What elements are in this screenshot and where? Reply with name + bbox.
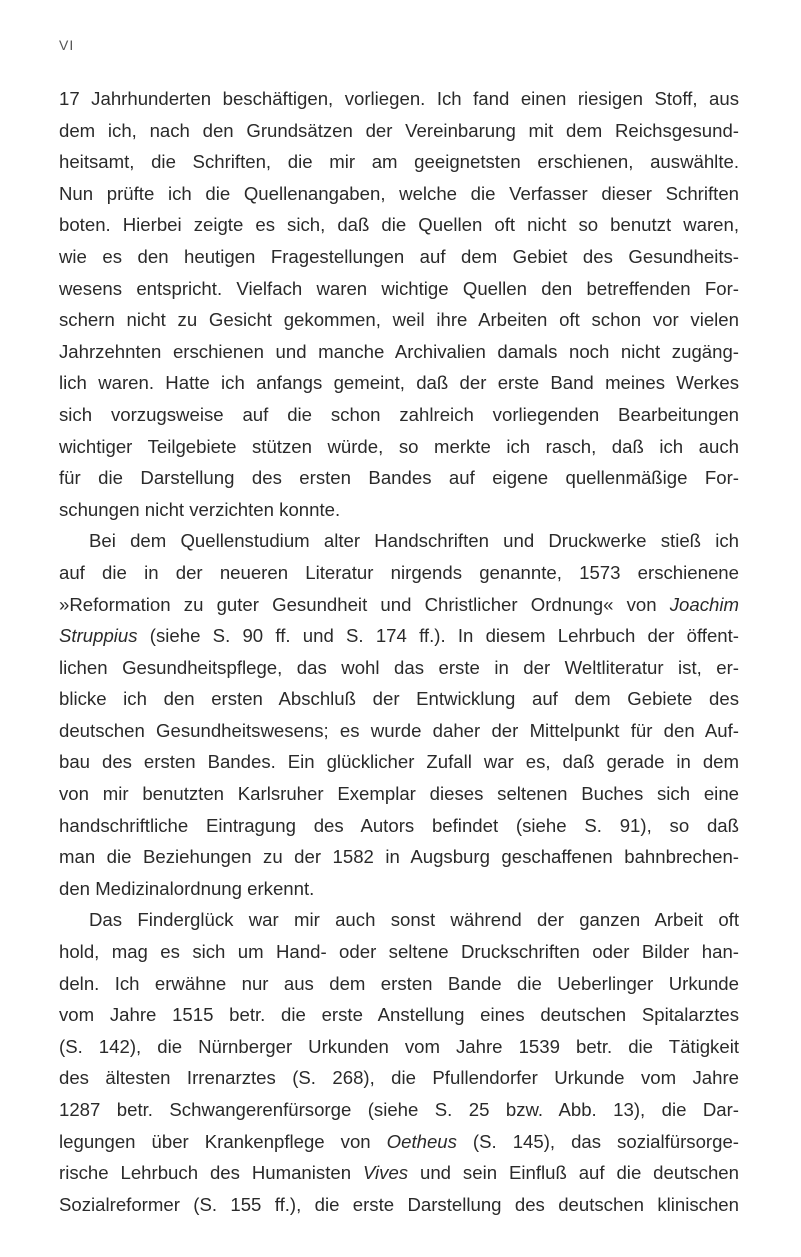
text-line: Das Finderglück war mir auch sonst während der ganzen Arbeit oft (89, 909, 739, 931)
text-line: des ältesten Irrenarztes (S. 268), die Pfullendorfer Urkunde vom Jahre (59, 1067, 739, 1089)
author-name-italic: Vives (362, 1162, 409, 1184)
text-line: wie es den heutigen Fragestellungen auf dem Gebiet des Gesundheits- (59, 245, 739, 267)
body-text (59, 83, 739, 1220)
text-line: handschriftliche Eintragung des Autors befindet (siehe S. 91), so daß (59, 814, 739, 836)
paragraph-1 (59, 83, 739, 525)
text-segment: und sein Einfluß auf die deutschen (408, 1162, 739, 1184)
text-line: lich waren. Hatte ich anfangs gemeint, daß der erste Band meines Werkes (59, 372, 739, 394)
text-line: (S. 142), die Nürnberger Urkunden vom Jahre 1539 betr. die Tätigkeit (59, 1035, 739, 1057)
paragraph-2 (59, 525, 739, 904)
text-line: Sozialreformer (S. 155 ff.), die erste Darstellung des deutschen klinischen (59, 1193, 739, 1215)
author-name-italic: Struppius (59, 625, 138, 647)
text-segment: rische Lehrbuch des Humanisten (59, 1162, 363, 1184)
text-line: vom Jahre 1515 betr. die erste Anstellung eines deutschen Spitalarztes (59, 1004, 739, 1026)
text-line (59, 1126, 739, 1158)
text-segment: »Reformation zu guter Gesundheit und Christlicher Ordnung« von (59, 593, 670, 615)
text-line: auf die in der neueren Literatur nirgends genannte, 1573 erschienene (59, 561, 739, 583)
text-line (59, 1157, 739, 1189)
text-line: hold, mag es sich um Hand- oder seltene Druckschriften oder Bilder han- (59, 941, 739, 963)
text-line: den Medizinalordnung erkennt. (59, 877, 315, 899)
text-line: wesens entspricht. Vielfach waren wichtige Quellen den betreffenden For- (59, 277, 739, 299)
text-line: bau des ersten Bandes. Ein glücklicher Zufall war es, daß gerade in dem (59, 751, 739, 773)
text-line: von mir benutzten Karlsruher Exemplar dieses seltenen Buches sich eine (59, 783, 739, 805)
text-line: dem ich, nach den Grundsätzen der Vereinbarung mit dem Reichsgesund- (59, 119, 739, 141)
text-line (59, 589, 739, 621)
page-number: VI (59, 37, 75, 53)
text-segment: (siehe S. 90 ff. und S. 174 ff.). In diesem Lehrbuch der öffent- (137, 625, 739, 647)
text-line: Jahrzehnten erschienen und manche Archivalien damals noch nicht zugäng- (59, 340, 739, 362)
text-line: Bei dem Quellenstudium alter Handschriften und Druckwerke stieß ich (89, 530, 739, 552)
text-line: Nun prüfte ich die Quellenangaben, welche die Verfasser dieser Schriften (59, 182, 739, 204)
text-line: lichen Gesundheitspflege, das wohl das erste in der Weltliteratur ist, er- (59, 656, 739, 678)
text-line: boten. Hierbei zeigte es sich, daß die Quellen oft nicht so benutzt waren, (59, 214, 739, 236)
text-line: heitsamt, die Schriften, die mir am geeignetsten erschienen, auswählte. (59, 151, 739, 173)
text-line: deutschen Gesundheitswesens; es wurde daher der Mittelpunkt für den Auf- (59, 719, 739, 741)
paragraph-3 (59, 904, 739, 1220)
text-line: deln. Ich erwähne nur aus dem ersten Bande die Ueberlinger Urkunde (59, 972, 739, 994)
text-segment: (S. 145), das sozialfürsorge- (456, 1130, 739, 1152)
text-line: man die Beziehungen zu der 1582 in Augsburg geschaffenen bahnbrechen- (59, 846, 739, 868)
text-line: wichtiger Teilgebiete stützen würde, so merkte ich rasch, daß ich auch (59, 435, 739, 457)
text-line: blicke ich den ersten Abschluß der Entwicklung auf dem Gebiete des (59, 688, 739, 710)
text-line: sich vorzugsweise auf die schon zahlreich vorliegenden Bearbeitungen (59, 403, 739, 425)
text-line: schungen nicht verzichten konnte. (59, 498, 341, 520)
author-name-italic: Oetheus (386, 1130, 457, 1152)
author-name-italic: Joachim (669, 593, 739, 615)
text-line: 1287 betr. Schwangerenfürsorge (siehe S. 25 bzw. Abb. 13), die Dar- (59, 1099, 739, 1120)
text-segment: legungen über Krankenpflege von (59, 1130, 387, 1152)
text-line: schern nicht zu Gesicht gekommen, weil ihre Arbeiten oft schon vor vielen (59, 309, 739, 331)
text-line (59, 620, 739, 652)
text-line: für die Darstellung des ersten Bandes auf eigene quellenmäßige For- (59, 467, 739, 489)
text-line: 17 Jahrhunderten beschäftigen, vorliegen. Ich fand einen riesigen Stoff, aus (59, 88, 739, 109)
